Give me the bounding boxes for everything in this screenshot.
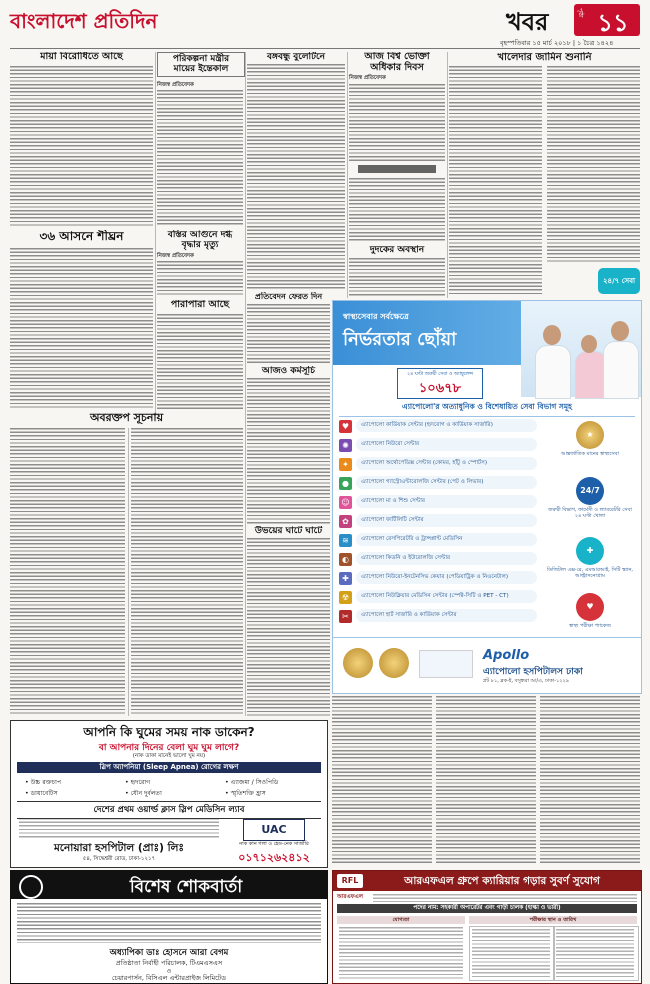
position-title: পদের নাম: সহকারী অপারেটর এবং গাড়ী চালক (হাল্কা ও ভারী) [337, 904, 637, 913]
column-rule [128, 428, 129, 716]
service-label: এ্যাপোলো কিডনি ও ইউরোলজি সেন্টার [356, 552, 537, 565]
icu-icon: ✚ [339, 572, 352, 585]
symptom-item: • হৃদরোগ [125, 779, 151, 786]
ad-title: আপনি কি ঘুমের সময় নাক ডাকেন? [83, 725, 255, 739]
service-item [339, 552, 535, 567]
headline-line: মায়ের ইন্তেকাল [173, 64, 229, 75]
byline: নিজস্ব প্রতিবেদক [157, 253, 194, 259]
service-item [339, 590, 535, 605]
sleep-apnea-ad [10, 720, 328, 868]
symptom-item: • এ্যাজমা / সিওপিডি [225, 779, 279, 786]
accreditation-seal-icon [379, 648, 409, 678]
story-body [10, 248, 153, 408]
feature-item [545, 421, 635, 457]
doctor-figure [535, 345, 571, 399]
brain-icon: ✺ [339, 439, 352, 452]
story-headline: ৩৬ আসনে শীঘ্রন [39, 230, 124, 243]
story-body [540, 696, 640, 864]
story-headline [349, 52, 445, 74]
table-header: যোগ্যতা [337, 916, 465, 924]
byline: নিজস্ব প্রতিবেদক [349, 75, 386, 81]
headline-line: বস্তির আগুনে দগ্ধ [167, 230, 233, 240]
clinic-name: নাক কান গলা ও হেড-নেক সার্জারি [239, 841, 309, 847]
story-body [436, 696, 536, 864]
obituary-text [17, 903, 321, 943]
story-body [131, 428, 243, 716]
hospital-address: ৫৪, সিদ্ধেশ্বরী রোড, ঢাকা-১২১৭ [82, 856, 156, 862]
story-body [10, 66, 153, 226]
service-item [339, 438, 535, 453]
organization-emblem-icon [19, 875, 43, 899]
service-label: এ্যাপোলো নিউরো-ইনটেনসিভ কেয়ার (পেডিয়াট্রিক ও নিওনেটাল) [356, 571, 537, 584]
rfl-logo: RFL [337, 874, 363, 888]
issue-date: বৃহস্পতিবার ১৫ মার্চ ২০১৮ | ১ চৈত্র ১৪২৪ [500, 39, 614, 47]
accreditation-seal-icon [343, 648, 373, 678]
feature-item [545, 537, 635, 580]
headline-line: পরিকল্পনা মন্ত্রীর [172, 54, 230, 64]
service-item [339, 609, 535, 624]
column-rule [245, 52, 246, 716]
story-body [247, 378, 330, 524]
story-headline-illegible [358, 165, 436, 173]
story-headline: বঙ্গবন্ধু বুলেটিনে [266, 52, 326, 62]
obituary-title: বিশেষ শোকবার্তা [129, 877, 243, 897]
service-item [339, 476, 535, 491]
service-item [339, 533, 535, 548]
hotline-caption: ২৪ ঘণ্টা জরুরী সেবা ও অ্যাম্বুলেন্স [407, 372, 473, 377]
apollo-hospital-ad [332, 300, 642, 694]
story-body [349, 258, 445, 296]
story-body [449, 66, 542, 296]
story-body [247, 304, 330, 364]
column-rule [447, 52, 448, 298]
lungs-icon: ≋ [339, 534, 352, 547]
diagnostic-icon: ✚ [576, 537, 604, 565]
kidney-icon: ◐ [339, 553, 352, 566]
health-check-icon: ♥ [576, 593, 604, 621]
service-item [339, 419, 535, 434]
feature-item [545, 477, 635, 520]
ad-footer [333, 637, 641, 694]
fertility-icon: ✿ [339, 515, 352, 528]
column-rule [347, 52, 348, 298]
story-body [247, 64, 345, 290]
ad-subtitle: বা আপনার দিনের বেলা ঘুম ঘুম লাগে? [98, 743, 240, 753]
hotline-box [397, 368, 483, 399]
hotline-number: ১০৬৭৮ [418, 381, 462, 396]
stomach-icon: ● [339, 477, 352, 490]
symptoms-heading: স্লিপ অ্যাপনিয়া (Sleep Apnea) রোগের লক্ষণ [17, 762, 321, 773]
heart-icon: ♥ [339, 420, 352, 433]
story-body [547, 66, 640, 264]
clock-247-icon: 24/7 [576, 477, 604, 505]
service-item [339, 495, 535, 510]
signatory-role: প্রতিষ্ঠাতা নির্বাহী পরিচালক, টিএমএসএস [115, 959, 223, 967]
headline-line: আজ বিশ্ব ভোক্তা [364, 52, 430, 62]
hospital-name: এ্যাপোলো হসপিটালস ঢাকা [483, 667, 583, 677]
service-item [339, 457, 535, 472]
page-label: পৃষ্ঠা [577, 8, 584, 18]
story-body [157, 261, 243, 297]
requirements-text [339, 927, 463, 979]
table-cell-text [556, 929, 634, 977]
page-number-box [574, 4, 640, 36]
ad-tagline: নির্ভরতার ছোঁয়া [343, 329, 457, 350]
doctors-photo [521, 301, 641, 397]
child-figure [581, 335, 597, 353]
service-label: এ্যাপোলো নিউক্লিয়ার মেডিসিন সেন্টার (স্পেক্ট-সিটি ও PET - CT) [356, 590, 537, 603]
mother-child-icon: ☺ [339, 496, 352, 509]
signatory-name: অধ্যাপিকা ডাঃ হোসনে আরা বেগম [109, 948, 229, 958]
story-body [10, 428, 125, 716]
company-name: আরএফএল [337, 894, 363, 900]
ad-banner: দেশের প্রথম ওয়ার্ল্ড ক্লাস স্লিপ মেডিসিন ল্যাব [17, 801, 321, 819]
radiation-icon: ☢ [339, 591, 352, 604]
signatory-role: চেয়ারপার্সন, বিসিএল এন্টারপ্রাইজ লিমিটেড [111, 974, 227, 982]
service-item [339, 514, 535, 529]
signatory-conjunction: ও [166, 968, 172, 975]
section-title: খবর [506, 8, 549, 36]
ad-note: (নাক ডাকা মানেই ভালো ঘুম নয়) [132, 753, 206, 759]
service-label: এ্যাপোলো নিউরো সেন্টার [356, 438, 537, 451]
symptom-item: • ডায়াবেটিস [25, 790, 58, 797]
phone-number: ০১৭১২৬২৪১২ [238, 851, 310, 864]
story-body [157, 90, 243, 226]
hospital-address: প্লট ৮১, ব্লক-ই, বসুন্ধরা আ/এ, ঢাকা-১২২৯ [483, 678, 570, 684]
table-header: পরীক্ষার স্থান ও তারিখ [469, 916, 637, 924]
feature-text: আন্তর্জাতিক মানের স্বাস্থ্যসেবা [561, 451, 619, 457]
newspaper-logo: বাংলাদেশ প্রতিদিন [10, 9, 158, 33]
service-label: এ্যাপোলো হার্ট সার্জারি ও কার্ডিয়াক সেন্টার [356, 609, 537, 622]
apollo-247-badge: ২৪/৭ সেবা [598, 268, 640, 294]
doctor-details [19, 818, 219, 838]
headline-line: অধিকার দিবস [370, 61, 424, 73]
doctor-figure [611, 321, 629, 341]
hospital-name: মনোয়ারা হসপিটাল (প্রাঃ) লিঃ [53, 842, 185, 854]
partner-logo [419, 650, 473, 678]
apollo-logo: Apollo [483, 648, 530, 663]
ad-title: আরএফএল গ্রুপে ক্যারিয়ার গড়ার সুবর্ণ সুযোগ [404, 875, 600, 887]
feature-text: জরুরী বিভাগ, ফার্মেসী ও ল্যাবরেটরি সেবা ২৪ ঘণ্টা খোলা [548, 507, 632, 520]
award-icon: ★ [576, 421, 604, 449]
ad-tagline-small: স্বাস্থ্যসেবার সর্বক্ষেত্রে [343, 312, 409, 321]
feature-item [545, 593, 635, 629]
service-label: এ্যাপোলো ফার্টিলিটি সেন্টার [356, 514, 537, 527]
service-label: এ্যাপোলো অর্থোপেডিক্স সেন্টার (কোমর, হাঁটু ও স্পোর্টস) [356, 457, 537, 470]
page-number: ১১ [597, 9, 629, 37]
surgery-icon: ✂ [339, 610, 352, 623]
services-heading: এ্যাপোলো'র অত্যাধুনিক ও বিশেষায়িত সেবা বিভাগ সমূহ [339, 402, 635, 417]
story-body [349, 84, 445, 162]
story-headline: উভয়ের ঘাটে ঘাটে [254, 526, 323, 536]
story-body [349, 178, 445, 242]
service-label: এ্যাপোলো মা ও শিশু সেন্টার [356, 495, 537, 508]
service-label: এ্যাপোলো কার্ডিয়াক সেন্টার (হৃদরোগ ও কার্ডিয়াক সার্জারি) [356, 419, 537, 432]
table-cell-text [472, 929, 550, 977]
ad-intro-text [373, 894, 637, 902]
service-label: এ্যাপোলো রেসপিরেটরি ও ট্রান্সপ্লান্ট মেডিসিন [356, 533, 537, 546]
story-headline: আজও কর্মসূচি [262, 366, 315, 376]
story-body [157, 314, 243, 410]
service-label: এ্যাপোলো গ্যাস্ট্রোএন্টারোলজি সেন্টার (পেট ও লিভার) [356, 476, 537, 489]
rfl-recruitment-ad [332, 870, 642, 984]
story-headline: খালেদার জামিন শুনানি [497, 52, 592, 63]
story-headline [157, 230, 243, 251]
column-rule [155, 52, 156, 416]
obituary-notice [10, 870, 328, 984]
story-headline: পারাপারা আছে [170, 300, 230, 310]
story-body [247, 538, 330, 716]
story-body [332, 696, 432, 864]
feature-text: স্বাস্থ্য পরীক্ষা প্যাকেজ [569, 623, 611, 629]
bone-icon: ✦ [339, 458, 352, 471]
symptom-item: • স্মৃতিশক্তি হ্রাস [225, 790, 266, 797]
service-item [339, 571, 535, 586]
feature-text: ডিজিটাল এক্স-রে, এমআরআই, সিটি স্ক্যান, আল্ট্রাসনোগ্রাম [546, 567, 634, 580]
doctor-figure [543, 325, 561, 345]
masthead-rule [10, 48, 640, 49]
byline: নিজস্ব প্রতিবেদক [157, 82, 194, 88]
symptom-item: • যৌন দুর্বলতা [125, 790, 162, 797]
headline-line: বৃদ্ধার মৃত্যু [181, 240, 219, 251]
story-headline: প্রতিবেদন ফেরত দিন [254, 292, 323, 301]
symptom-item: • উচ্চ রক্তচাপ [25, 779, 62, 786]
story-headline [157, 52, 245, 77]
story-headline: দুদকের অবস্থান [369, 245, 425, 255]
doctor-figure [603, 341, 639, 399]
story-headline: মায়া বিরোধিতে আছে [40, 52, 123, 62]
story-headline: অবরক্তপ সূচনায় [89, 412, 164, 424]
uac-logo: UAC [243, 819, 305, 841]
